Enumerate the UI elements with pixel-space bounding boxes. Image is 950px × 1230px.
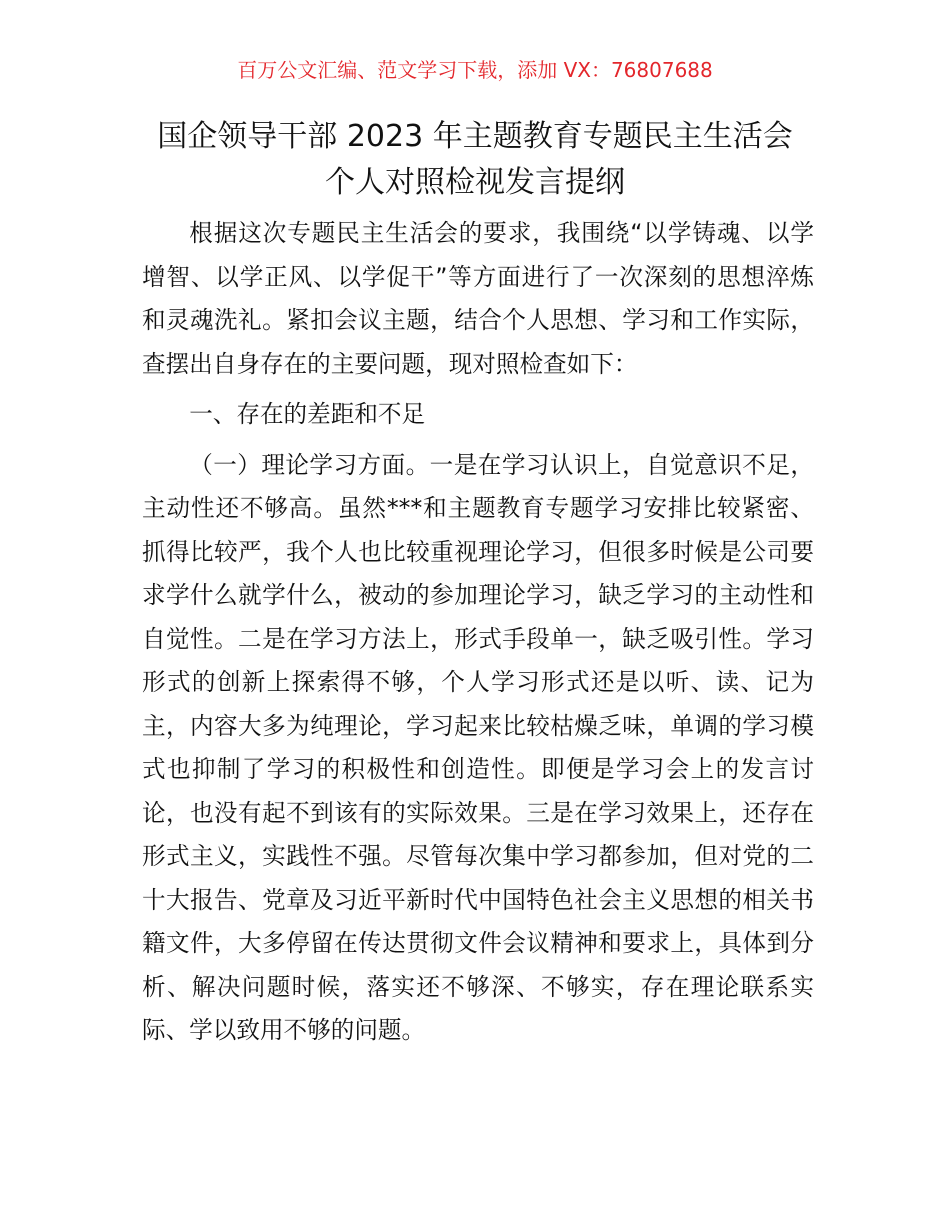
document-title (60, 114, 890, 206)
title-line-2: 个人对照检视发言提纲 (325, 165, 625, 200)
title-line-1: 国企领导干部 2023 年主题教育专题民主生活会 (157, 119, 793, 154)
theory-study-paragraph: （一）理论学习方面。一是在学习认识上，自觉意识不足，主动性还不够高。虽然***和主题教育专题学习安排比较紧密、抓得比较严，我个人也比较重视理论学习，但很多时候是公司要求学什么就学什么，被动的参加理论学习，缺乏学习的主动性和自觉性。二是在学习方法上，形式手段单一，缺乏吸引性。学习形式的创新上探索得不够，个人学习形式还是以听、读、记为主，内容大多为纯理论，学习起来比较枯燥乏味，单调的学习模式也抑制了学习的积极性和创造性。即便是学习会上的发言讨论，也没有起不到该有的实际效果。三是在学习效果上，还存在形式主义，实践性不强。尽管每次集中学习都参加，但对党的二十大报告、党章及习近平新时代中国特色社会主义思想的相关书籍文件，大多停留在传达贯彻文件会议精神和要求上，具体到分析、解决问题时候，落实还不够深、不够实，存在理论联系实际、学以致用不够的问题。 (142, 450, 814, 1044)
header-banner: 百万公文汇编、范文学习下载，添加 VX：76807688 (237, 58, 713, 82)
document-body (142, 212, 814, 1053)
intro-paragraph: 根据这次专题民主生活会的要求，我围绕“以学铸魂、以学增智、以学正风、以学促干”等方面进行了一次深刻的思想淬炼和灵魂洗礼。紧扣会议主题，结合个人思想、学习和工作实际，查摆出自身存在的主要问题，现对照检查如下： (142, 219, 814, 378)
section-heading: 一、存在的差距和不足 (189, 400, 426, 428)
